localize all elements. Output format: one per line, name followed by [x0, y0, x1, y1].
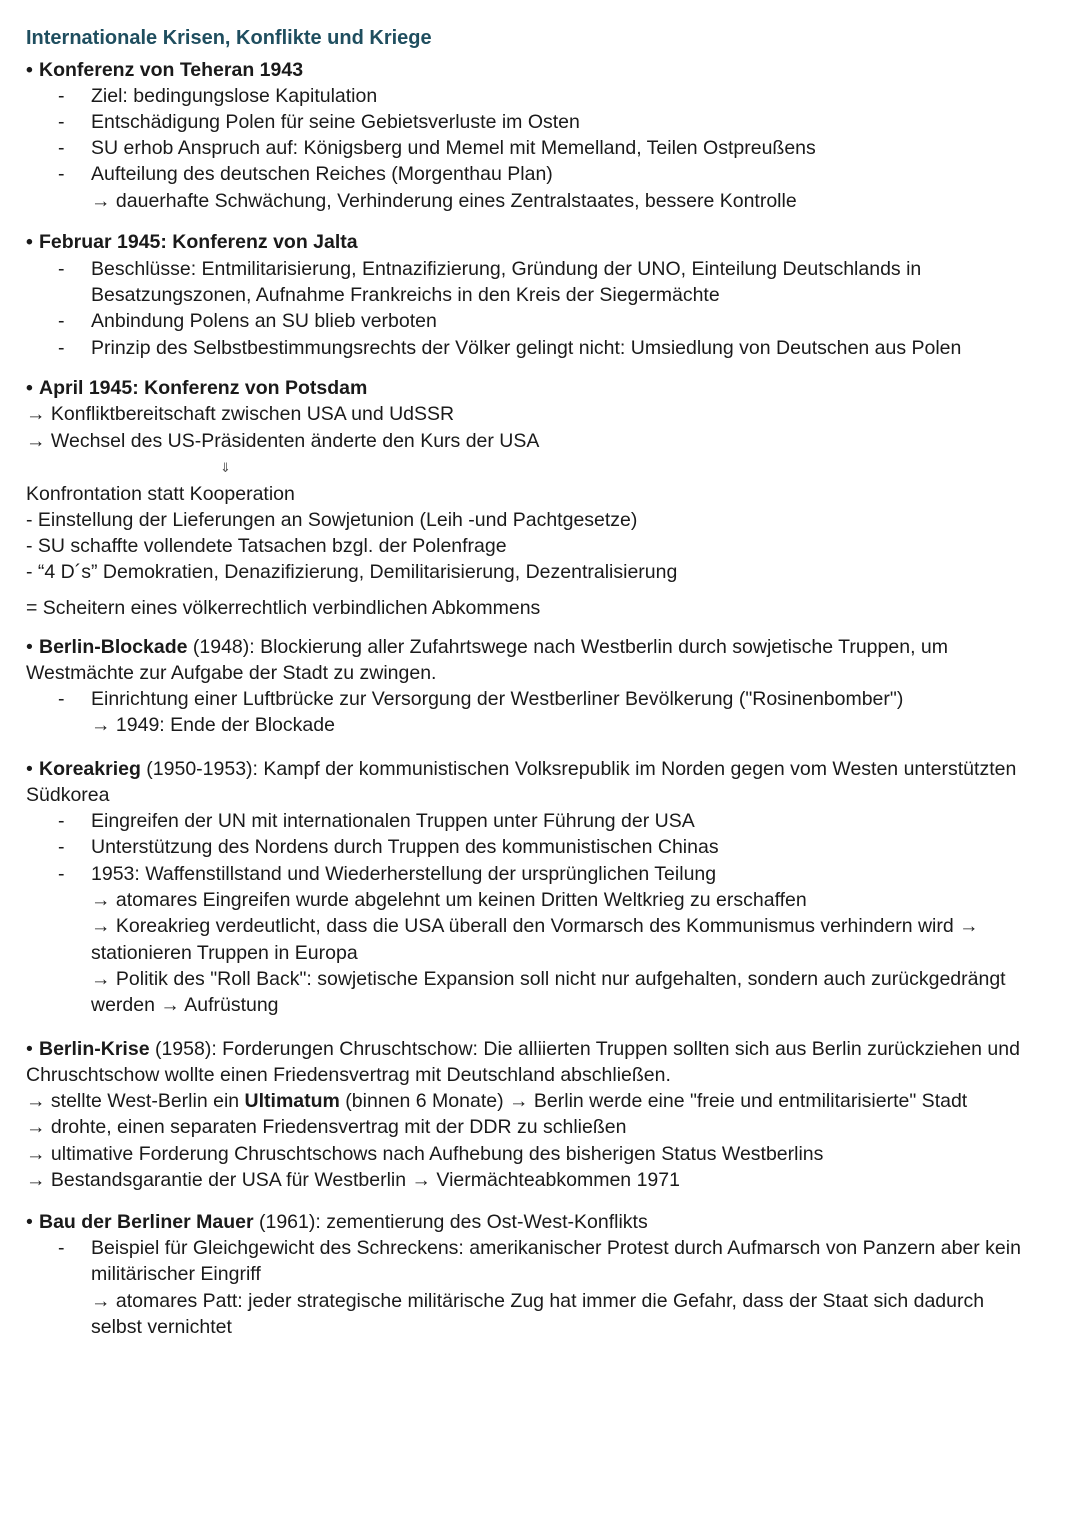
list-item: - SU schaffte vollendete Tatsachen bzgl. der Polenfrage	[26, 535, 507, 557]
page-title: Internationale Krisen, Konflikte und Kriege	[26, 27, 432, 49]
section-heading-mauer: • Bau der Berliner Mauer (1961): zementierung des Ost-West-Konflikts	[26, 1211, 648, 1233]
sub-point: → atomares Eingreifen wurde abgelehnt um keinen Dritten Weltkrieg zu erschaffen	[91, 889, 807, 911]
list-item-continuation: militärischer Eingriff	[91, 1263, 261, 1285]
paragraph-continuation: Südkorea	[26, 784, 110, 806]
sub-point-continuation: werden → Aufrüstung	[91, 994, 279, 1016]
section-heading-krise: • Berlin-Krise (1958): Forderungen Chruschtschow: Die alliierten Truppen sollten sich aus Berlin zurückziehen und	[26, 1038, 1020, 1060]
conclusion-text: = Scheitern eines völkerrechtlich verbindlichen Abkommens	[26, 597, 541, 619]
sub-point-continuation: selbst vernichtet	[91, 1316, 232, 1338]
down-arrow-icon: ⇓	[220, 460, 231, 475]
section-heading-jalta: • Februar 1945: Konferenz von Jalta	[26, 231, 358, 253]
arrow-point: → ultimative Forderung Chruschtschows nach Aufhebung des bisherigen Status Westberlins	[26, 1143, 824, 1165]
sub-point: → atomares Patt: jeder strategische militärische Zug hat immer die Gefahr, dass der Staat sich dadurch	[91, 1290, 985, 1312]
arrow-point: → stellte West-Berlin ein Ultimatum (binnen 6 Monate) → Berlin werde eine "freie und entmilitarisierte" Stadt	[26, 1090, 968, 1112]
section-heading-korea: • Koreakrieg (1950-1953): Kampf der kommunistischen Volksrepublik im Norden gegen vom Westen unterstützten	[26, 758, 1017, 780]
list-item: - “4 D´s” Demokratien, Denazifizierung, Demilitarisierung, Dezentralisierung	[26, 561, 678, 583]
sub-point: → dauerhafte Schwächung, Verhinderung eines Zentralstaates, bessere Kontrolle	[91, 190, 797, 212]
list-item-continuation: Besatzungszonen, Aufnahme Frankreichs in den Kreis der Siegermächte	[91, 284, 720, 306]
sub-point: → Politik des "Roll Back": sowjetische Expansion soll nicht nur aufgehalten, sondern auch zurückgedrängt	[91, 968, 1006, 990]
paragraph-continuation: Westmächte zur Aufgabe der Stadt zu zwingen.	[26, 662, 437, 684]
list-item: - Einstellung der Lieferungen an Sowjetunion (Leih -und Pachtgesetze)	[26, 509, 638, 531]
sub-point-continuation: stationieren Truppen in Europa	[91, 942, 358, 964]
arrow-point: → Wechsel des US-Präsidenten änderte den Kurs der USA	[26, 430, 540, 452]
section-heading-teheran: • Konferenz von Teheran 1943	[26, 59, 304, 81]
arrow-point: → Konfliktbereitschaft zwischen USA und UdSSR	[26, 403, 455, 425]
section-heading-blockade: • Berlin-Blockade (1948): Blockierung aller Zufahrtswege nach Westberlin durch sowjetische Truppen, um	[26, 636, 948, 658]
arrow-point: → Bestandsgarantie der USA für Westberlin → Viermächteabkommen 1971	[26, 1169, 680, 1191]
paragraph-continuation: Chruschtschow wollte einen Friedensvertrag mit Deutschland abschließen.	[26, 1064, 671, 1086]
result-text: Konfrontation statt Kooperation	[26, 483, 295, 505]
arrow-point: → drohte, einen separaten Friedensvertrag mit der DDR zu schließen	[26, 1116, 627, 1138]
sub-point: → Koreakrieg verdeutlicht, dass die USA überall den Vormarsch des Kommunismus verhindern wird →	[91, 915, 979, 937]
section-heading-potsdam: • April 1945: Konferenz von Potsdam	[26, 377, 368, 399]
sub-point: → 1949: Ende der Blockade	[91, 714, 335, 736]
